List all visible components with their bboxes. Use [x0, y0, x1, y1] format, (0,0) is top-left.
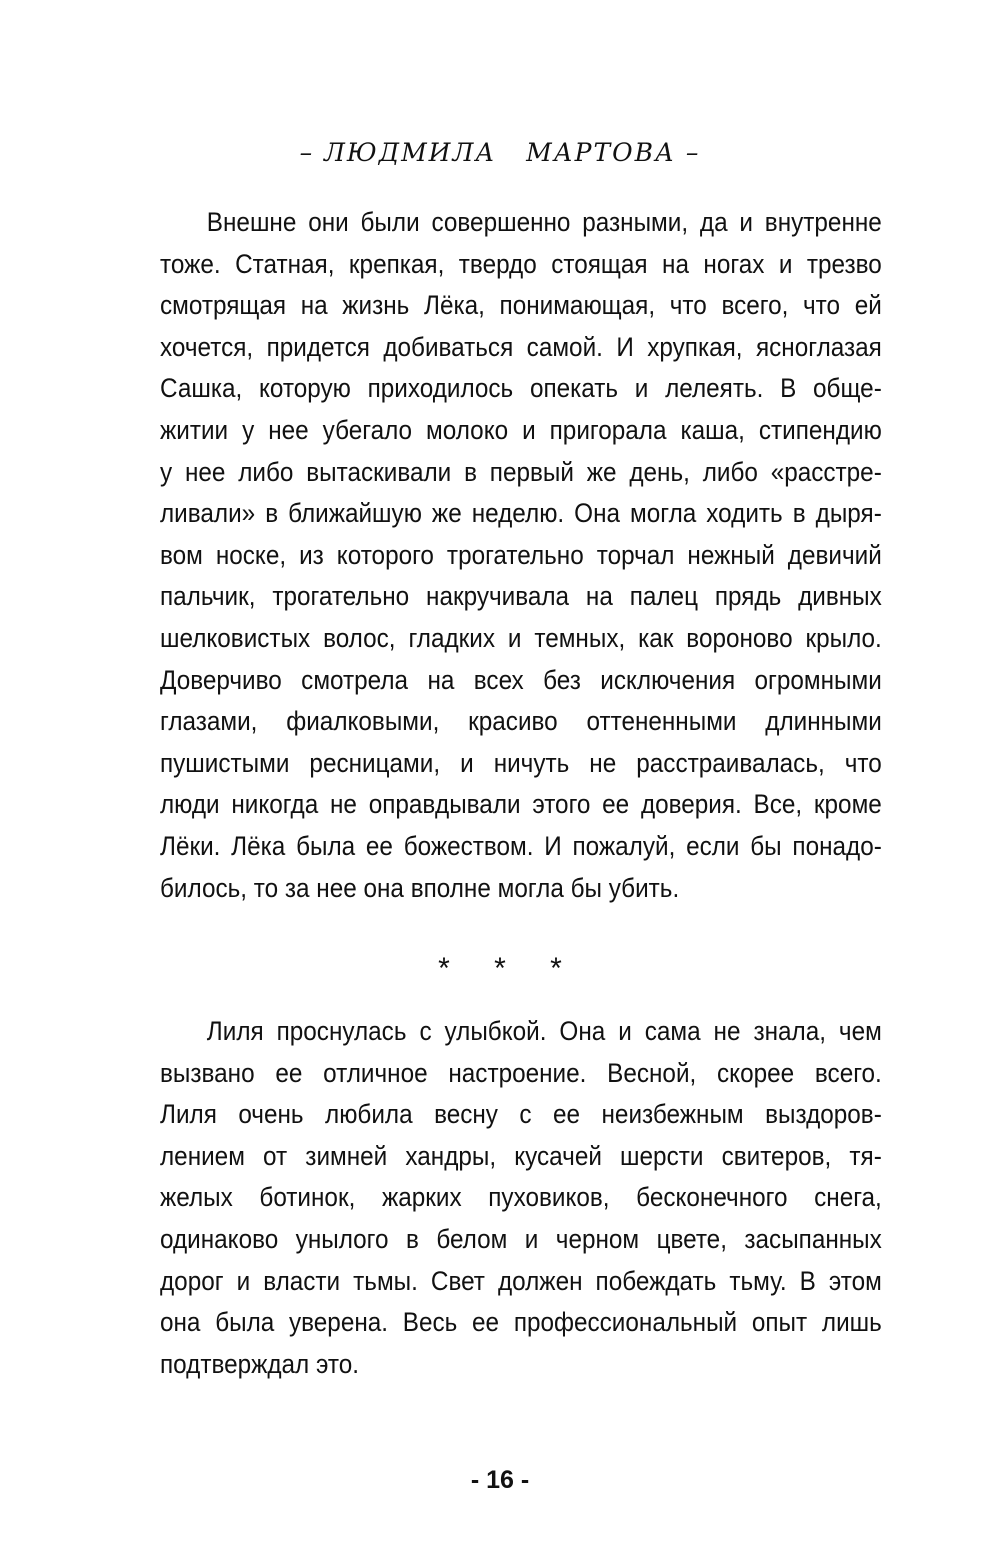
text-line: смотрящая на жизнь Лёка, понимающая, что всего, что ей [160, 290, 882, 321]
text-line: Лиля проснулась с улыбкой. Она и сама не знала, чем [206, 1016, 882, 1046]
text-line: у нее либо вытаскивали в первый же день, либо «расстре- [160, 456, 882, 487]
text-line: Лёки. Лёка была ее божеством. И пожалуй, если бы понадо- [160, 830, 882, 861]
page-number: - 16 - [470, 1466, 530, 1494]
text-line: люди никогда не оправдывали этого ее доверия. Все, кроме [160, 789, 882, 820]
text-line: пальчик, трогательно накручивала на палец прядь дивных [160, 581, 882, 612]
text-line: желых ботинок, жарких пуховиков, бесконечного снега, [160, 1182, 882, 1213]
text-line: Доверчиво смотрела на всех без исключения огромными [160, 664, 882, 695]
running-head-author: – ЛЮДМИЛА МАРТОВА – [299, 138, 701, 167]
text-line: вызвано ее отличное настроение. Весной, скорее всего. [160, 1057, 882, 1088]
text-line: лением от зимней хандры, кусачей шерсти свитеров, тя- [160, 1140, 882, 1171]
text-line: тоже. Статная, крепкая, твердо стоящая на ногах и трезво [160, 248, 882, 279]
text-line: житии у нее убегало молоко и пригорала каша, стипендию [160, 414, 882, 445]
text-line: ливали» в ближайшую же неделю. Она могла ходить в дыря- [160, 498, 882, 529]
text-line: дорог и власти тьмы. Свет должен побеждать тьму. В этом [160, 1265, 882, 1296]
text-line: хочется, придется добиваться самой. И хрупкая, ясноглазая [160, 331, 882, 362]
text-line: билось, то за нее она вполне могла бы убить. [160, 872, 680, 903]
text-line: глазами, фиалковыми, красиво оттененными длинными [160, 706, 882, 737]
text-line: она была уверена. Весь ее профессиональный опыт лишь [160, 1307, 882, 1338]
text-line: пушистыми ресницами, и ничуть не расстраивалась, что [160, 747, 882, 778]
paragraph-1 [160, 202, 882, 909]
text-line: шелковистых волос, гладких и темных, как вороново крыло. [160, 622, 882, 653]
text-line: Лиля очень любила весну с ее неизбежным выздоров- [160, 1099, 882, 1130]
text-line: Сашка, которую приходилось опекать и лелеять. В обще- [160, 373, 882, 404]
scene-break [0, 952, 1000, 986]
text-line: одинаково унылого в белом и черном цвете, засыпанных [160, 1223, 882, 1254]
paragraph-2 [160, 1011, 882, 1385]
text-line: подтверждал это. [160, 1348, 359, 1379]
scene-break-asterisks: * * * [438, 952, 580, 985]
text-line: Внешне они были совершенно разными, да и внутренне [206, 207, 882, 237]
text-line: вом носке, из которого трогательно торчал нежный девичий [160, 539, 882, 570]
